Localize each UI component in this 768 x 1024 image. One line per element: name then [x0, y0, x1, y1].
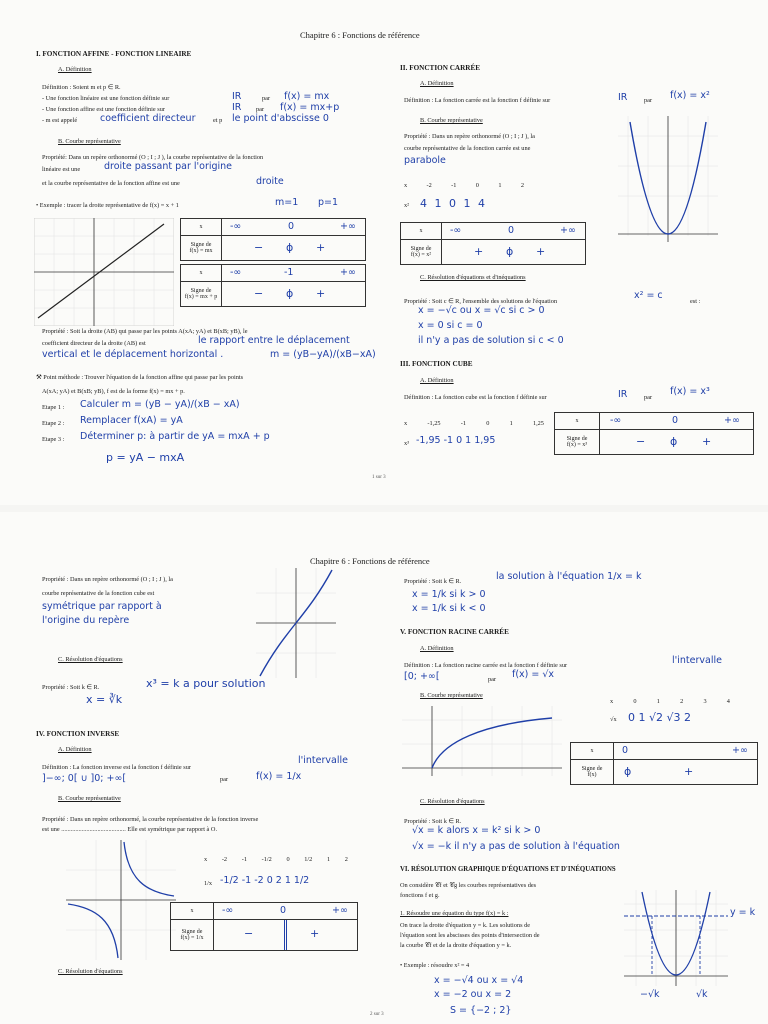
handwriting-square-values: 4 1 0 1 4: [420, 197, 487, 210]
pos-inf: +∞: [332, 905, 348, 916]
sign-label-1: Signe de: [190, 288, 212, 294]
definition-line-3: - m est appelé: [42, 117, 78, 124]
sign-label-2: f(x) = mx + p: [184, 294, 218, 300]
handwriting-inverse-sol-2: x = 1/k si k < 0: [412, 603, 486, 614]
handwriting-m-formula: m = (yB−yA)/(xB−xA): [270, 349, 376, 360]
handwriting-inverse-values: -1/2 -1 -2 0 2 1 1/2: [220, 875, 310, 886]
val-x: 2: [520, 182, 524, 189]
handwriting-example-1: x = −√4 ou x = √4: [434, 975, 524, 986]
zero: 0: [288, 221, 295, 232]
sign-label-1: Signe de: [410, 246, 432, 252]
minus-sign: −: [254, 287, 264, 300]
section-6-intro-2: fonctions f et g.: [400, 892, 440, 899]
property-2-line-2: coefficient directeur de la droite (AB) est: [42, 340, 146, 347]
val-x: -2: [221, 856, 228, 863]
property-2-line-1: Propriété : Soit la droite (AB) qui passe par les points A(xA; yA) et B(xB; yB), le: [42, 328, 248, 335]
handwriting-ordonnee: le point d'abscisse 0: [232, 113, 329, 124]
handwriting-sqrt-k: √k: [696, 989, 708, 1000]
subsection-5b: B. Courbe représentative: [420, 692, 483, 699]
neg-inf: -∞: [610, 415, 622, 426]
property-6: Propriété : Soit k ∈ R.: [42, 684, 100, 691]
definition-4: Définition : La fonction inverse est la fonction f définie sur: [42, 764, 191, 771]
property-7-line-1: Propriété : Dans un repère orthonormé, la courbe représentative de la fonction inverse: [42, 816, 259, 823]
cell-x: x: [181, 265, 222, 282]
handwriting-x2c: x² = c: [634, 290, 663, 301]
val-inverse-label: 1/x: [204, 880, 213, 887]
val-x: -1/2: [261, 856, 272, 863]
section-6-line-1: On trace la droite d'équation y = k. Les solutions de: [400, 922, 531, 929]
plus-sign: +: [316, 241, 326, 254]
cell-x: x: [571, 743, 614, 760]
subsection-2b: B. Courbe représentative: [420, 117, 483, 124]
section-3-title: III. FONCTION CUBE: [400, 360, 473, 368]
cell-x: x: [555, 413, 600, 430]
minus-sign: −: [244, 927, 254, 940]
sign-table-sqrt: x 0 +∞ Signe de f(x) ϕ +: [570, 742, 758, 785]
section-5-title: V. FONCTION RACINE CARRÉE: [400, 628, 509, 636]
val-x: 0: [486, 420, 490, 427]
handwriting-minus-sqrt-k: −√k: [640, 989, 660, 1000]
definition-5: Définition : La fonction racine carrée est la fonction f définie sur: [404, 662, 568, 669]
sign-label-1: Signe de: [566, 436, 588, 442]
definition-line-1: - Une fonction linéaire est une fonction définie sur: [42, 95, 170, 102]
sign-table-linear: x -∞ 0 +∞ Signe de f(x) = mx − ϕ +: [180, 218, 366, 261]
handwriting-fx-mx: f(x) = mx: [284, 91, 330, 102]
property-8: Propriété : Soit k ∈ R.: [404, 578, 462, 585]
etape-3: Etape 3 :: [42, 436, 65, 443]
sign-label-1: Signe de: [190, 242, 212, 248]
val-x: -1: [241, 856, 247, 863]
val-x: 0: [633, 698, 637, 705]
par-2: par: [256, 106, 265, 113]
val-x: 2: [680, 698, 684, 705]
handwriting-fx2: f(x) = x²: [670, 90, 710, 101]
neg-inf: -∞: [230, 221, 242, 232]
handwriting-coefficient: coefficient directeur: [100, 113, 196, 124]
handwriting-vertical: vertical et le déplacement horizontal .: [42, 349, 224, 360]
etape-1: Etape 1 :: [42, 404, 65, 411]
val-x-label: x: [404, 182, 408, 189]
sign-label-1: Signe de: [181, 929, 203, 935]
val-x-label: x: [404, 420, 408, 427]
sign-table-affine: x -∞ -1 +∞ Signe de f(x) = mx + p − ϕ +: [180, 264, 366, 307]
val-x: 1: [656, 698, 660, 705]
handwriting-sqrt-sol-1: √x = k alors x = k² si k > 0: [412, 825, 541, 836]
property-5-line-2: courbe représentative de la fonction cube est: [42, 590, 155, 597]
handwriting-etape-3: Déterminer p: à partir de yA = mxA + p: [80, 431, 270, 442]
pos-inf: +∞: [724, 415, 740, 426]
handwriting-droite-origine: droite passant par l'origine: [104, 161, 233, 172]
section-6-item-1: 1. Résoudre une équation du type f(x) = k :: [400, 910, 509, 917]
section-6-intro-1: On considère 𝒞f et 𝒞g les courbes représentatives des: [400, 882, 537, 889]
sign-table-inverse: [170, 902, 358, 951]
sign-label-2: f(x) = 1/x: [180, 935, 204, 941]
definition-intro: Définition : Soient m et p ∈ R.: [42, 84, 121, 91]
methode-line-2: A(xA; yA) et B(xB; yB), f est de la forme f(x) = mx + p.: [42, 388, 185, 395]
minus-sign: −: [636, 435, 646, 448]
values-inverse-row: [204, 856, 348, 863]
handwriting-R-3: IR: [618, 92, 628, 103]
subsection-2a: A. Définition: [420, 80, 454, 87]
subsection-2c: C. Résolution d'équations et d'inéquations: [420, 274, 526, 281]
par-4: par: [644, 394, 653, 401]
pos-inf: +∞: [560, 225, 576, 236]
handwriting-sol-3: il n'y a pas de solution si c < 0: [418, 335, 564, 346]
plus-sign: +: [316, 287, 326, 300]
values-x-row: [404, 182, 524, 189]
val-x: 1,25: [532, 420, 544, 427]
section-1-title: I. FONCTION AFFINE - FONCTION LINEAIRE: [36, 50, 192, 58]
val-x: 1: [498, 182, 502, 189]
page-title: Chapitre 6 : Fonctions de référence: [300, 30, 420, 40]
section-4-title: IV. FONCTION INVERSE: [36, 730, 120, 738]
section-6-line-3: la courbe 𝒞f et de la droite d'équation y = k.: [400, 942, 512, 949]
section-2-title: II. FONCTION CARRÉE: [400, 64, 481, 72]
handwriting-example-3: S = {−2 ; 2}: [450, 1005, 512, 1016]
subsection-1a: A. Définition: [58, 66, 92, 73]
values-sqrt-row: [610, 698, 730, 705]
handwriting-parabole: parabole: [404, 155, 446, 166]
val-x: 1/2: [304, 856, 313, 863]
val-x: 1: [509, 420, 513, 427]
val-x: 0: [475, 182, 479, 189]
val-x-label: x: [204, 856, 208, 863]
inverse-graph: [66, 840, 176, 960]
val-x: -1: [451, 182, 457, 189]
subsection-4a: A. Définition: [58, 746, 92, 753]
val-x-label: x: [610, 698, 614, 705]
handwriting-R-1: IR: [232, 91, 242, 102]
definition-line-2: - Une fonction affine est une fonction définie sur: [42, 106, 165, 113]
val-x: 1: [326, 856, 331, 863]
square-graph: [618, 116, 718, 242]
handwriting-inverse-sol-1: x = 1/k si k > 0: [412, 589, 486, 600]
sign-label-1: Signe de: [581, 766, 603, 772]
property-3-line-1: Propriété : Dans un repère orthonormé (O ; I ; J ), la: [404, 133, 535, 140]
par-5: par: [220, 776, 229, 783]
property-4: Propriété : Soit c ∈ R, l'ensemble des solutions de l'équation: [404, 298, 558, 305]
handwriting-example-2: x = −2 ou x = 2: [434, 989, 512, 1000]
resolution-graph: [624, 890, 728, 986]
property-5-line-1: Propriété : Dans un repère orthonormé (O ; I ; J ), la: [42, 576, 173, 583]
subsection-4b: B. Courbe représentative: [58, 795, 121, 802]
val-x: -1: [460, 420, 466, 427]
sign-table-cube: x -∞ 0 +∞ Signe de f(x) = x³ − ϕ +: [554, 412, 754, 455]
definition-2: Définition : La fonction carrée est la fonction f définie sur: [404, 97, 551, 104]
handwriting-sqrt: f(x) = √x: [512, 669, 555, 680]
handwriting-intervalle: l'intervalle: [298, 755, 348, 766]
zero: 0: [508, 225, 515, 236]
handwriting-p-formula: p = yA − mxA: [106, 451, 185, 464]
subsection-5c: C. Résolution d'équations: [420, 798, 485, 805]
par-1: par: [262, 95, 271, 102]
zero: 0: [280, 905, 287, 916]
handwriting-sol-1: x = −√c ou x = √c si c > 0: [418, 305, 545, 316]
handwriting-sqrt-values: 0 1 √2 √3 2: [628, 711, 691, 724]
exemple-1: • Exemple : tracer la droite représentative de f(x) = x + 1: [36, 202, 179, 209]
sign-label-2: f(x) = x²: [410, 252, 432, 258]
neg-inf: -∞: [230, 267, 242, 278]
sign-label-2: f(x) = x³: [566, 442, 588, 448]
property-1-line-3: et la courbe représentative de la fonction affine est une: [42, 180, 180, 187]
val-x: 0: [286, 856, 290, 863]
par-6: par: [488, 676, 497, 683]
pos-inf: +∞: [340, 221, 356, 232]
handwriting-y-equals-k: y = k: [730, 907, 756, 918]
section-6-line-2: l'équation sont les abscisses des points d'intersection de: [400, 932, 540, 939]
pos-inf: +∞: [340, 267, 356, 278]
handwriting-R-2: IR: [232, 102, 242, 113]
page-title: Chapitre 6 : Fonctions de référence: [310, 556, 430, 566]
handwriting-intervalle-4: [0; +∞[: [404, 671, 440, 682]
exemple-2: • Exemple : résoudre x² = 4: [400, 962, 470, 969]
zero: 0: [622, 745, 629, 756]
sign-label-2: f(x) = mx: [189, 248, 213, 254]
neg-inf: -∞: [222, 905, 234, 916]
handwriting-symetrique: symétrique par rapport à: [42, 601, 162, 612]
handwriting-cube-sol-2: x = ∛k: [86, 693, 123, 706]
subsection-1b: B. Courbe représentative: [58, 138, 121, 145]
cell-x: x: [171, 903, 214, 920]
handwriting-etape-2: Remplacer f(xA) = yA: [80, 415, 183, 426]
affine-graph: [34, 218, 174, 326]
values-cube-row: [404, 420, 544, 427]
handwriting-inverse-sol: la solution à l'équation 1/x = k: [496, 571, 642, 582]
minus-sign: −: [254, 241, 264, 254]
handwriting-cube-values: -1,95 -1 0 1 1,95: [416, 435, 496, 446]
cell-x: x: [181, 219, 222, 236]
handwriting-sol-2: x = 0 si c = 0: [418, 320, 483, 331]
handwriting-intervalle-3: l'intervalle: [672, 655, 722, 666]
definition-3: Définition : La fonction cube est la fonction f définie sur: [404, 394, 547, 401]
handwriting-R-4: IR: [618, 389, 628, 400]
pos-inf: +∞: [732, 745, 748, 756]
plus-sign: +: [310, 927, 320, 940]
page-footer: 2 sur 3: [370, 1012, 384, 1017]
handwriting-cube-sol-1: x³ = k a pour solution: [146, 677, 266, 690]
handwriting-fx3: f(x) = x³: [670, 386, 710, 397]
plus-sign: +: [536, 245, 546, 258]
property-7-line-2: est une ......................................... Elle est symétrique par rapport à O.: [42, 826, 218, 833]
page-1: [0, 0, 768, 505]
plus-sign: +: [684, 765, 694, 778]
handwriting-origine: l'origine du repère: [42, 615, 130, 626]
property-1-line-2: linéaire est une: [42, 166, 81, 173]
handwriting-fx-mxp: f(x) = mx+p: [280, 102, 340, 113]
page-footer: 1 sur 3: [372, 475, 386, 480]
sign-label-2: f(x): [587, 772, 597, 778]
handwriting-rapport: le rapport entre le déplacement: [198, 335, 350, 346]
est: est :: [690, 298, 701, 305]
val-x2-label: x²: [404, 202, 410, 209]
handwriting-p1: p=1: [318, 197, 339, 208]
etape-2: Etape 2 :: [42, 420, 65, 427]
val-x: 3: [703, 698, 707, 705]
page-2: [0, 512, 768, 1024]
subsection-5a: A. Définition: [420, 645, 454, 652]
plus-sign: +: [474, 245, 484, 258]
subsection-4c: C. Résolution d'équations: [58, 968, 123, 975]
cube-graph: [256, 568, 336, 678]
handwriting-inverse: f(x) = 1/x: [256, 771, 302, 782]
val-x: 4: [726, 698, 730, 705]
section-6-title: VI. RÉSOLUTION GRAPHIQUE D'ÉQUATIONS ET D'INÉQUATIONS: [400, 866, 616, 873]
et-p: et p: [213, 117, 223, 124]
sqrt-graph: [402, 706, 562, 776]
plus-sign: +: [702, 435, 712, 448]
val-x: 2: [344, 856, 348, 863]
val-x: -1,25: [427, 420, 441, 427]
property-3-line-2: courbe représentative de la fonction carrée est une: [404, 145, 531, 152]
zero: 0: [672, 415, 679, 426]
methode-line-1: ⚒ Point méthode : Trouver l'équation de la fonction affine qui passe par les points: [36, 374, 244, 381]
subsection-3c: C. Résolution d'équations: [58, 656, 123, 663]
val-x: -2: [426, 182, 432, 189]
handwriting-droite: droite: [256, 176, 284, 187]
handwriting-m1: m=1: [275, 197, 299, 208]
subsection-3a: A. Définition: [420, 377, 454, 384]
handwriting-intervalle-2: ]−∞; 0[ ∪ ]0; +∞[: [42, 773, 127, 784]
handwriting-etape-1: Calculer m = (yB − yA)/(xB − xA): [80, 399, 240, 410]
sign-table-square: x -∞ 0 +∞ Signe de f(x) = x² + ϕ +: [400, 222, 586, 265]
property-1-line-1: Propriété: Dans un repère orthonormé (O ; I ; J ), la courbe représentative de la fonction: [42, 154, 264, 161]
cell-x: x: [401, 223, 442, 240]
par-3: par: [644, 97, 653, 104]
val-x3-label: x³: [404, 440, 410, 447]
neg-inf: -∞: [450, 225, 462, 236]
property-9: Propriété : Soit k ∈ R.: [404, 818, 462, 825]
handwriting-sqrt-sol-2: √x = −k il n'y a pas de solution à l'équation: [412, 841, 620, 852]
root-value: -1: [284, 267, 294, 278]
val-sqrt-label: √x: [610, 716, 617, 723]
